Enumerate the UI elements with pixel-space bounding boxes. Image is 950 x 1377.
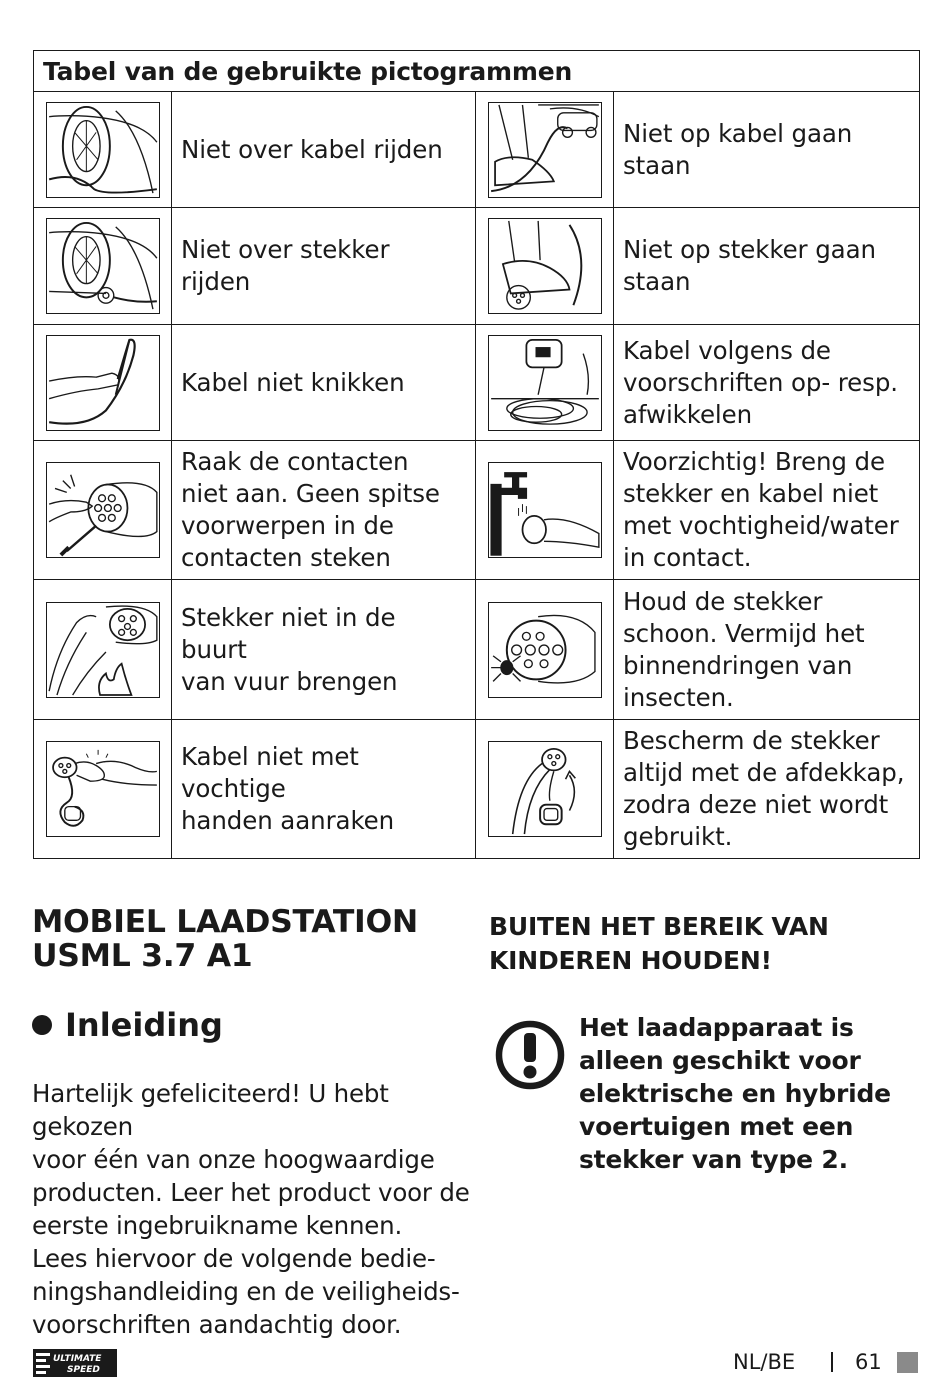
table-row-text: Niet over kabel rijden — [181, 134, 443, 164]
water-tap-plug-icon — [488, 462, 602, 558]
table-row-text: Niet over stekker rijden — [181, 235, 390, 296]
intro-line: ningshandleiding en de veiligheids- — [32, 1277, 460, 1306]
table-row — [34, 92, 920, 208]
table-row-text: insecten. — [623, 682, 734, 712]
table-row-text: in contact. — [623, 543, 752, 572]
footer-language: NL/BE — [733, 1350, 796, 1374]
kinked-cable-icon — [46, 335, 160, 431]
touch-contacts-icon — [46, 462, 160, 558]
wet-hands-cable-icon — [46, 741, 160, 837]
intro-heading — [32, 1005, 223, 1045]
table-row-text: voorwerpen in de — [181, 511, 394, 540]
children-warning-line2: KINDEREN HOUDEN! — [489, 946, 772, 975]
table-row-text: Niet op kabel gaan — [623, 118, 853, 148]
intro-heading-text: Inleiding — [65, 1006, 223, 1044]
table-row-text: stekker en kabel niet — [623, 479, 879, 508]
table-row-text: Kabel volgens de — [623, 335, 831, 365]
table-row-text: Voorzichtig! Breng de — [623, 447, 885, 476]
intro-line: eerste ingebruikname kennen. — [32, 1211, 403, 1240]
tire-over-plug-icon — [46, 218, 160, 314]
table-row-text: Kabel niet met vochtige — [181, 742, 359, 803]
footer-divider — [831, 1352, 833, 1372]
foot-on-cable-icon — [488, 102, 602, 198]
table-row-text: afwikkelen — [623, 399, 753, 429]
table-row-text: voorschriften op- resp. — [623, 367, 898, 397]
cable-wind-up-icon — [488, 335, 602, 431]
table-row — [34, 720, 920, 859]
table-row-text: altijd met de afdekkap, — [623, 758, 905, 787]
page-marker-square — [897, 1352, 918, 1373]
plug-fire-icon — [46, 602, 160, 698]
brand-logo — [33, 1349, 117, 1377]
table-row-text: niet aan. Geen spitse — [181, 479, 440, 508]
table-row-text: staan — [623, 150, 691, 180]
intro-line: voor één van onze hoogwaardige — [32, 1145, 435, 1174]
table-row-text: van vuur brengen — [181, 666, 398, 696]
table-row-text: gebruikt. — [623, 822, 733, 851]
svg-text:SPEED: SPEED — [67, 1365, 100, 1375]
product-title-line1: MOBIEL LAADSTATION — [32, 904, 418, 940]
intro-line: voorschriften aandachtig door. — [32, 1310, 402, 1339]
foot-on-plug-icon — [488, 218, 602, 314]
table-row-text: schoon. Vermijd het — [623, 618, 865, 648]
notice-text — [579, 1011, 919, 1176]
table-row-text: Niet op stekker gaan — [623, 235, 876, 264]
table-row — [34, 325, 920, 441]
intro-line: Lees hiervoor de volgende bedie- — [32, 1244, 436, 1273]
plug-insect-icon — [488, 602, 602, 698]
pictogram-table — [33, 50, 920, 859]
table-title: Tabel van de gebruikte pictogrammen — [34, 51, 920, 92]
brand-logo-text: ULTIMATE — [53, 1354, 102, 1364]
intro-paragraph — [32, 1077, 477, 1341]
table-row-text: Kabel niet knikken — [181, 367, 405, 397]
table-row-text: contacten steken — [181, 543, 391, 572]
table-row-text: met vochtigheid/water — [623, 511, 899, 540]
exclamation-circle-icon — [494, 1019, 566, 1091]
table-row — [34, 441, 920, 580]
notice-line: alleen geschikt voor — [579, 1046, 861, 1075]
table-row-text: zodra deze niet wordt — [623, 790, 889, 819]
table-row-text: handen aanraken — [181, 806, 395, 835]
page-number: 61 — [855, 1350, 882, 1374]
intro-line: producten. Leer het product voor de — [32, 1178, 470, 1207]
children-warning — [489, 910, 829, 978]
table-row — [34, 580, 920, 720]
table-row-text: Stekker niet in de buurt — [181, 602, 396, 664]
table-row-text: Raak de contacten — [181, 447, 409, 476]
table-row-text: binnendringen van — [623, 650, 853, 680]
plug-cover-cap-icon — [488, 741, 602, 837]
intro-line: Hartelijk gefeliciteerd! U hebt gekozen — [32, 1079, 389, 1141]
notice-line: voertuigen met een — [579, 1112, 854, 1141]
bullet-icon — [32, 1015, 52, 1035]
children-warning-line1: BUITEN HET BEREIK VAN — [489, 912, 829, 941]
table-row-text: Houd de stekker — [623, 586, 823, 616]
table-row-text: Bescherm de stekker — [623, 726, 880, 755]
product-title — [32, 905, 418, 973]
notice-line: stekker van type 2. — [579, 1145, 848, 1174]
table-row-text: staan — [623, 267, 691, 296]
notice-line: elektrische en hybride — [579, 1079, 891, 1108]
product-title-line2: USML 3.7 A1 — [32, 938, 253, 974]
notice-line: Het laadapparaat is — [579, 1013, 854, 1042]
tire-over-cable-icon — [46, 102, 160, 198]
table-row — [34, 208, 920, 325]
